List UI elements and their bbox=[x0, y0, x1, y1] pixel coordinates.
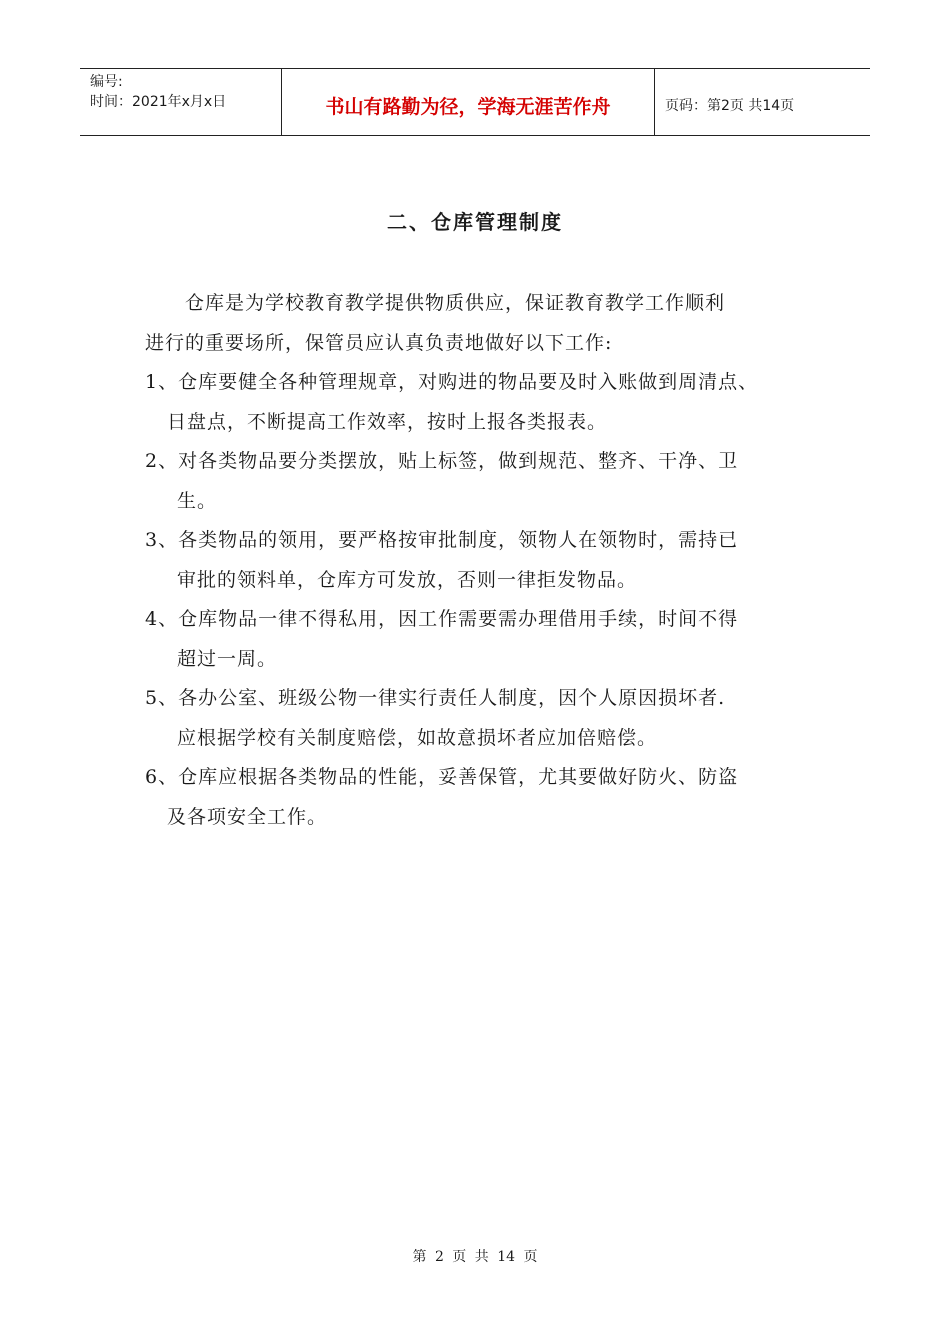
rule-line: 生。 bbox=[177, 489, 218, 512]
rule-line: 1、仓库要健全各种管理规章，对购进的物品要及时入账做到周清点、 bbox=[145, 371, 759, 393]
rule-line: 应根据学校有关制度赔偿，如故意损坏者应加倍赔偿。 bbox=[177, 726, 658, 749]
header-page-info: 页码：第2页 共14页 bbox=[665, 98, 795, 114]
intro-line: 仓库是为学校教育教学提供物质供应，保证教育教学工作顺利 bbox=[185, 292, 726, 314]
header-meta bbox=[80, 69, 282, 135]
intro-line: 进行的重要场所，保管员应认真负责地做好以下工作: bbox=[145, 331, 613, 354]
header-motto: 书山有路勤为径，学海无涯苦作舟 bbox=[282, 69, 655, 135]
page-header bbox=[80, 68, 870, 136]
rule-item-1 bbox=[145, 363, 815, 442]
rule-line: 5、各办公室、班级公物一律实行责任人制度，因个人原因损坏者. bbox=[145, 687, 726, 709]
document-number-label: 编号: bbox=[90, 74, 123, 90]
intro-paragraph bbox=[145, 284, 815, 363]
document-title: 二、仓库管理制度 bbox=[387, 210, 563, 234]
document-date: 时间：2021年x月x日 bbox=[90, 94, 227, 110]
rule-line: 及各项安全工作。 bbox=[167, 805, 328, 828]
rule-line: 6、仓库应根据各类物品的性能，妥善保管，尤其要做好防火、防盗 bbox=[145, 766, 739, 788]
rule-line: 3、各类物品的领用，要严格按审批制度，领物人在领物时，需持已 bbox=[145, 529, 739, 551]
rule-line: 4、仓库物品一律不得私用，因工作需要需办理借用手续，时间不得 bbox=[145, 608, 739, 630]
rule-item-5 bbox=[145, 679, 815, 758]
rule-item-4 bbox=[145, 600, 815, 679]
rule-line: 审批的领料单，仓库方可发放，否则一律拒发物品。 bbox=[177, 568, 638, 591]
rule-line: 超过一周。 bbox=[177, 647, 278, 670]
rule-item-6 bbox=[145, 758, 815, 837]
document-body bbox=[145, 284, 815, 837]
rule-item-2 bbox=[145, 442, 815, 521]
page-footer: 第 2 页 共 14 页 bbox=[412, 1249, 538, 1265]
rule-item-3 bbox=[145, 521, 815, 600]
rule-line: 2、对各类物品要分类摆放，贴上标签，做到规范、整齐、干净、卫 bbox=[145, 450, 739, 472]
rule-line: 日盘点，不断提高工作效率，按时上报各类报表。 bbox=[167, 410, 608, 433]
